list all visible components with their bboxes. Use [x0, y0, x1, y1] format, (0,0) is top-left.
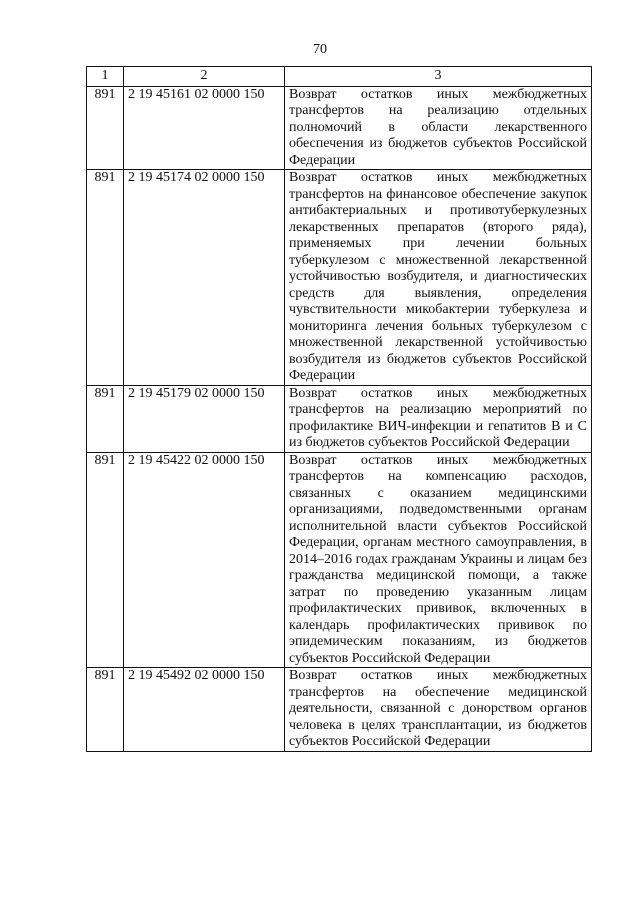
page-number: 70	[313, 42, 327, 57]
column-header-2: 2	[124, 67, 285, 87]
column-header-1: 1	[87, 67, 124, 87]
kbk-code-cell: 2 19 45174 02 0000 150	[124, 170, 285, 386]
table-row	[87, 385, 592, 452]
description-cell: Возврат остатков иных межбюджетных трансфертов на обеспечение медицинской деятельности, связанной с донорством органов человека в целях трансплантации, из бюджетов субъектов Российской Федерации	[285, 668, 592, 752]
description-cell: Возврат остатков иных межбюджетных трансфертов на реализацию отдельных полномочий в области лекарственного обеспечения из бюджетов субъектов Российской Федерации	[285, 86, 592, 170]
admin-code-cell: 891	[87, 86, 124, 170]
admin-code-cell: 891	[87, 170, 124, 386]
kbk-code-cell: 2 19 45161 02 0000 150	[124, 86, 285, 170]
column-header-3: 3	[285, 67, 592, 87]
admin-code-cell: 891	[87, 668, 124, 752]
header-row	[87, 67, 592, 87]
table-row	[87, 668, 592, 752]
budget-classification-table	[86, 66, 592, 752]
description-cell: Возврат остатков иных межбюджетных трансфертов на компенсацию расходов, связанных с оказанием медицинскими организациями, подведомственными органам исполнительной власти субъектов Российской Федерации, органам местного самоуправления, в 2014–2016 годах гражданам Украины и лицам без гражданства медицинской помощи, а также затрат по проведению указанным лицам профилактических прививок, включенных в календарь профилактических прививок по эпидемическим показаниям, из бюджетов субъектов Российской Федерации	[285, 452, 592, 668]
kbk-code-cell: 2 19 45422 02 0000 150	[124, 452, 285, 668]
table-row	[87, 452, 592, 668]
kbk-code-cell: 2 19 45492 02 0000 150	[124, 668, 285, 752]
table-row	[87, 170, 592, 386]
kbk-code-cell: 2 19 45179 02 0000 150	[124, 385, 285, 452]
description-cell: Возврат остатков иных межбюджетных трансфертов на реализацию мероприятий по профилактике ВИЧ-инфекции и гепатитов В и С из бюджетов субъектов Российской Федерации	[285, 385, 592, 452]
admin-code-cell: 891	[87, 385, 124, 452]
admin-code-cell: 891	[87, 452, 124, 668]
table-row	[87, 86, 592, 170]
description-cell: Возврат остатков иных межбюджетных трансфертов на финансовое обеспечение закупок антибактериальных и противотуберкулезных лекарственных препаратов (второго ряда), применяемых при лечении больных туберкулезом с множественной лекарственной устойчивостью возбудителя, и диагностических средств для выявления, определения чувствительности микобактерии туберкулеза и мониторинга лечения больных туберкулезом с множественной лекарственной устойчивостью возбудителя из бюджетов субъектов Российской Федерации	[285, 170, 592, 386]
